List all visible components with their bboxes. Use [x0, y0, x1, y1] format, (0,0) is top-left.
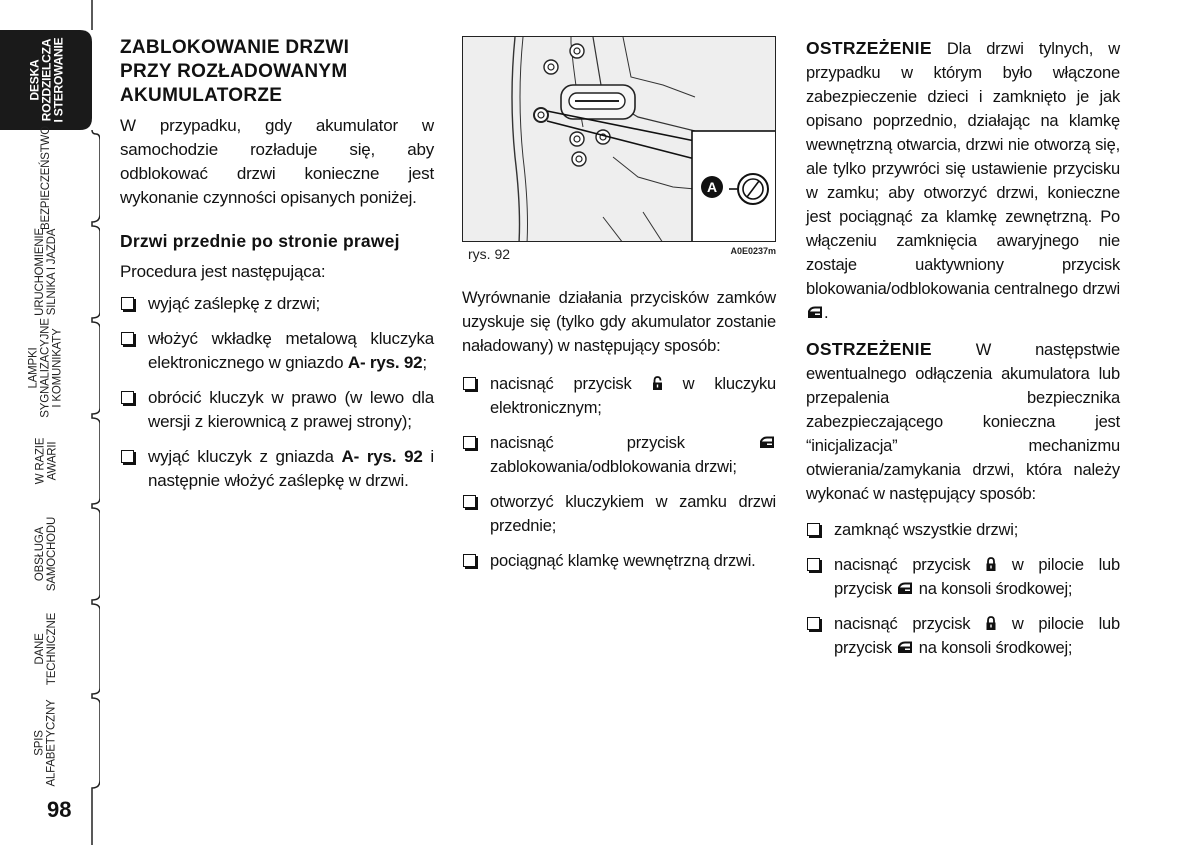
alignment-steps: [462, 372, 776, 573]
step-text: w kluczyku elektronicznym;: [490, 375, 776, 417]
figure-reference: A- rys. 92: [341, 447, 423, 466]
bullet-square-icon: [463, 377, 476, 390]
title-line: PRZY ROZŁADOWANYM: [120, 61, 348, 82]
warning-label: OSTRZEŻENIE: [806, 339, 932, 359]
tab-uruchomienie[interactable]: [0, 226, 92, 318]
padlock-icon: [985, 616, 997, 631]
list-item: [806, 518, 1120, 542]
chapter-tab-strip: [0, 0, 100, 845]
tab-obsluga[interactable]: [0, 508, 92, 600]
tab-label: DESKA ROZDZIELCZA I STEROWANIE: [26, 37, 65, 123]
tab-spis-alfabetyczny[interactable]: [0, 698, 92, 788]
padlock-icon: [985, 557, 997, 572]
list-item: [120, 386, 434, 434]
figure-caption-row: [462, 246, 776, 266]
column-1: [120, 36, 434, 504]
door-lock-drawing: [463, 37, 776, 242]
tab-lampki[interactable]: [0, 318, 92, 418]
tab-deska-rozdzielcza[interactable]: [0, 30, 92, 130]
step-text: nacisnąć przycisk: [490, 375, 652, 393]
tab-label: W RAZIE AWARII: [33, 437, 58, 485]
column-2: [462, 36, 776, 584]
tab-label: OBSŁUGA SAMOCHODU: [33, 516, 58, 592]
subsection-title: Drzwi przednie po stronie prawej: [120, 231, 400, 251]
step-text: obrócić kluczyk w prawo (w lewo dla wersji z kierownicą z prawej strony);: [148, 388, 434, 431]
list-item: [462, 372, 776, 420]
step-text: pociągnąć klamkę wewnętrzną drzwi.: [490, 552, 756, 570]
bullet-square-icon: [121, 450, 134, 463]
tab-dane-techniczne[interactable]: [0, 604, 92, 694]
page-number: 98: [47, 797, 72, 822]
warning-text: W następstwie ewentualnego odłączenia akumulatora lub przepalenia bezpiecznika zabezpieczającego konieczna jest “inicjalizacja” mechanizmu otwierania/zamykania drzwi, która należy wykonać w następujący sposób:: [806, 341, 1120, 503]
tab-label: URUCHOMIENIE SILNIKA I JAZDA: [34, 228, 58, 316]
title-line: ZABLOKOWANIE DRZWI: [120, 37, 350, 58]
step-text: otworzyć kluczykiem w zamku drzwi przednie;: [490, 493, 776, 535]
list-item: [120, 327, 434, 375]
procedure-steps: [120, 292, 434, 493]
tab-label: BEZPIECZEŃSTWO: [40, 126, 52, 230]
intro-paragraph: W przypadku, gdy akumulator w samochodzie rozładuje się, aby odblokować drzwi konieczne jest wykonanie czynności opisanych poniżej.: [120, 116, 434, 207]
warning-text: Dla drzwi tylnych, w przypadku w którym było włączone zabezpieczenie dzieci i zamknięto je jak opisano poprzednio, działając na klamkę wewnętrzną otwarcia, drzwi nie otworzą się, ale tylko przywróci się ustawienie przycisku w zamku; aby otworzyć drzwi, konieczne jest pociągnąć za klamkę zewnętrzną. Po włączeniu zamknięcia awaryjnego nie zostaje uaktywniony przycisk blokowania/odblokowania centralnego drzwi: [806, 40, 1120, 298]
list-item: [462, 549, 776, 573]
bullet-square-icon: [121, 332, 134, 345]
step-text: zamknąć wszystkie drzwi;: [834, 521, 1019, 539]
figure-caption: rys. 92: [468, 246, 511, 262]
door-lock-illustration: [462, 36, 776, 242]
init-steps: [806, 518, 1120, 660]
door-lock-icon: [896, 640, 914, 655]
step-text: w pilocie lub przycisk: [834, 556, 1121, 598]
section-title: [120, 36, 434, 108]
list-item: [462, 490, 776, 538]
warning-2: [806, 337, 1120, 506]
door-lock-icon: [758, 435, 776, 450]
step-text: na konsoli środkowej;: [914, 639, 1073, 657]
step-text-end: i następnie włożyć zaślepkę w drzwi.: [148, 447, 434, 490]
procedure-intro: Procedura jest następująca:: [120, 262, 326, 281]
step-text: nacisnąć przycisk: [834, 615, 986, 633]
step-text-end: ;: [422, 353, 427, 372]
door-lock-icon: [806, 305, 824, 320]
callout-label: A: [706, 179, 718, 195]
step-text: nacisnąć przycisk: [490, 434, 758, 452]
warning-1: [806, 36, 1120, 325]
bullet-square-icon: [807, 523, 820, 536]
list-item: [120, 445, 434, 493]
step-text: wyjąć kluczyk z gniazda: [148, 447, 342, 466]
bullet-square-icon: [121, 297, 134, 310]
list-item: [462, 431, 776, 479]
figure-reference: A- rys. 92: [347, 353, 423, 372]
tab-label: SPIS ALFABETYCZNY: [33, 699, 58, 787]
alignment-paragraph: Wyrównanie działania przycisków zamków uzyskuje się (tylko gdy akumulator zostanie naładowany) w następujący sposób:: [462, 289, 776, 355]
step-text: zablokowania/odblokowania drzwi;: [490, 458, 737, 476]
bullet-square-icon: [463, 554, 476, 567]
tab-bezpieczenstwo[interactable]: [0, 126, 92, 230]
tab-w-razie-awarii[interactable]: [0, 418, 92, 504]
step-text: w pilocie lub przycisk: [834, 615, 1121, 657]
list-item: [806, 553, 1120, 601]
list-item: [806, 612, 1120, 660]
bullet-square-icon: [807, 558, 820, 571]
bullet-square-icon: [463, 495, 476, 508]
tab-label: LAMPKI SYGNALIZACYJNE I KOMUNIKATY: [28, 318, 65, 418]
bullet-square-icon: [463, 436, 476, 449]
tab-label: DANE TECHNICZNE: [34, 612, 58, 686]
column-3: [806, 36, 1120, 671]
bullet-square-icon: [121, 391, 134, 404]
warning-text-end: .: [824, 304, 829, 322]
figure-code: A0E0237m: [730, 246, 776, 256]
title-line: AKUMULATORZE: [120, 85, 283, 106]
padlock-icon: [652, 376, 663, 391]
bullet-square-icon: [807, 617, 820, 630]
door-lock-icon: [896, 581, 914, 596]
list-item: [120, 292, 434, 316]
warning-label: OSTRZEŻENIE: [806, 38, 932, 58]
step-text: nacisnąć przycisk: [834, 556, 986, 574]
step-text: wyjąć zaślepkę z drzwi;: [148, 294, 321, 313]
step-text: na konsoli środkowej;: [914, 580, 1073, 598]
step-text: włożyć wkładkę metalową kluczyka elektronicznego w gniazdo: [148, 329, 434, 372]
